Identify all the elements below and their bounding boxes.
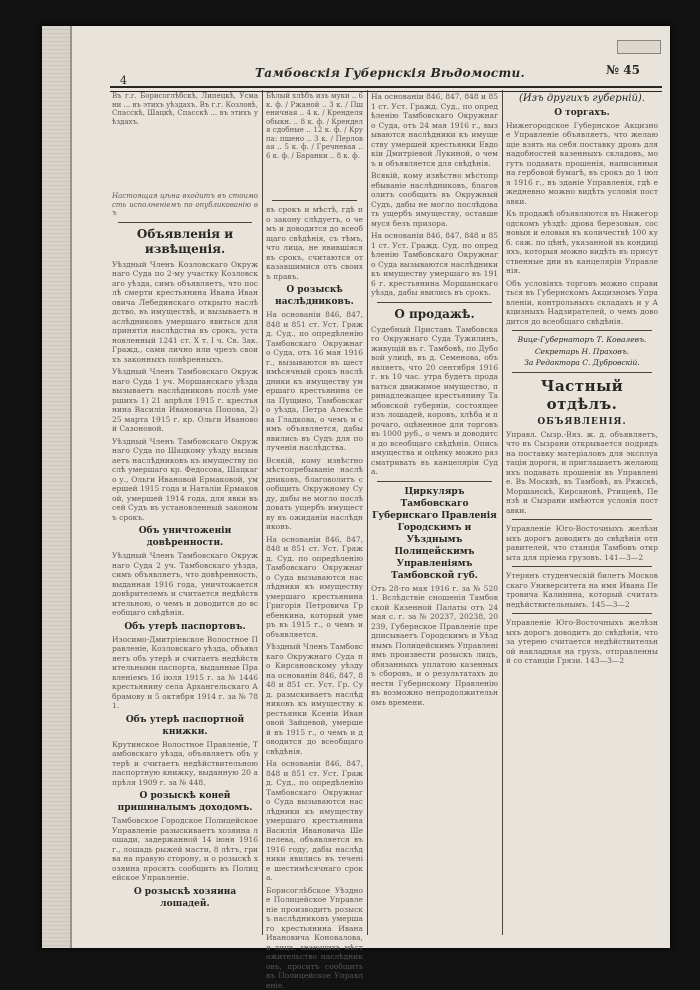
section-rule [512,330,652,331]
notice-paragraph: На основаніи 846, 847, 848 и 851 ст. Уст. Гражд. Суд., по опредѣленію Тамбовскаго Окружнаго Суда вызываются наслѣдники къ имуществу умершаго крестьянина Василія Ивановича Шепелева, объявляется въ 1916 году, дабы наслѣдники явились въ теченіе шестимѣсячнаго срока. [266,759,363,883]
notice-paragraph: Къ продажѣ объявляются въ Нижегородскомъ уѣздѣ: дрова березовыя, сосновыя и еловыя въ количествѣ 100 куб. саж. по цѣнѣ, указанной въ кондиціяхъ, которыя можно видѣть въ присутственные дни въ канцеляріи Управленія. [506,209,658,276]
ad-paragraph: Управл. Сызр.-Вяз. ж. д. объявляетъ, что въ Сызрани открывается подрядъ на поставку матеріаловъ для эксплуатаціи дороги, и приглашаетъ желающихъ подавать прошенія въ Управленіе. Въ Москвѣ, въ Тамбовѣ, въ Ряжскѣ, Моршанскѣ, Кирсановѣ, Ртищевѣ, Пензѣ и Сызрани имѣются условія поставки. [506,430,658,516]
price-table-right: Бѣлый хлѣбъ изъ муки .. 6 к. ф. / Ржаной .. 3 к. / Пшеничная .. 4 к. / Кренделя обыкн. .. 8 к. ф. / Кренделя сдобные .. 12 к. ф. / Крупа: пшено .. 3 к. / Перловая .. 5 к. ф. / Гречневая .. 6 к. ф. / Баранки .. 8 к. ф. [266,92,363,196]
notice-paragraph: Отъ 28-го мая 1916 г. за № 5201. Вслѣдствіе сношенія Тамбовской Казенной Палаты отъ 24 мая с. г. за № 20237, 20238, 20239, Губернское Правленіе предписываетъ Городскимъ и Уѣзднымъ Полицейскимъ Управленіямъ произвести розыскъ лицъ, обязанныхъ уплатою казенныхъ сборовъ, и о результатахъ донести Губернскому Правленію въ возможно непродолжительномъ времени. [371,584,498,708]
notice-paragraph: Уѣздный Членъ Козловскаго Окружнаго Суда по 2-му участку Козловскаго уѣзда, симъ объявляетъ, что послѣ смерти крестьянина Ивана Ивановича Лебединскаго открыто наслѣдство, въ имуществѣ, и вызываетъ наслѣдниковъ умершаго явиться для принятія наслѣдства въ срокъ, установленный 1241 ст. Х т. I ч. Св. Зак. Гражд., сами лично или чрезъ своихъ законныхъ повѣренныхъ. [112,260,258,365]
section-rule [512,372,652,373]
notice-paragraph: Нижегородское Губернское Акцизное Управленіе объявляетъ, что желающіе взять на себя поставку дровъ для надобностей казенныхъ складовъ, могутъ подавать прошенія, написанныя на гербовой бумагѣ, въ срокъ до 1 іюля 1916 г., въ зданіе Управленія, гдѣ ежедневно можно видѣть условія поставки. [506,121,658,207]
section-rule [512,566,652,567]
page-number: 4 [120,74,127,87]
section-heading-horses: О розыскѣ коней пришиналымъ доходомъ. [112,790,258,814]
section-heading-auctions: О торгахъ. [506,107,658,119]
signature-vice-governor: Вице-Губернаторъ Т. Ковалевъ. [506,335,658,345]
section-heading-inheritance: О розыскѣ наслѣдниковъ. [266,284,363,308]
notice-paragraph: Всякій, кому извѣстно мѣстопребываніе наслѣдниковъ, благоволитъ сообщить Окружному Суду, дабы не могло послѣдовать ущербъ имуществу въ ожиданіи наслѣдниковъ. [266,456,363,532]
section-rule [512,519,652,520]
column-divider [367,90,368,935]
ad-paragraph: Утерянъ студенческій билетъ Московскаго Университета на имя Ивана Петровича Калинина, который считать недѣйствительнымъ. 145—3—2 [506,571,658,609]
section-heading-passports: Объ утерѣ паспортовъ. [112,621,258,633]
notice-paragraph: Борисоглѣбское Уѣздное Полицейское Управленіе производитъ розыскъ наслѣдниковъ умершаго крестьянина Ивана Ивановича Коновалова, и лицъ, знающихъ мѣстожительство наслѣдниковъ, проситъ сообщить въ Полицейское Управленіе. [266,886,363,990]
notice-paragraph: Уѣздный Членъ Тамбовскаго Окружнаго Суда 1 уч. Моршанскаго уѣзда вызываетъ наслѣдниковъ послѣ умершихъ 1) 21 апрѣля 1915 г. крестьянина Василія Ивановича Попова, 2) 25 марта 1915 г. кр. Ольги Ивановой Сазоновой. [112,367,258,434]
signature-editor: За Редактора С. Дубровскій. [506,358,658,368]
notice-paragraph: Крутинское Волостное Правленіе, Тамбовскаго уѣзда, объявляетъ объ утерѣ и считаетъ недѣйствительною паспортную книжку, выданную 20 апрѣля 1909 г. за № 448. [112,740,258,788]
section-rule [118,222,252,223]
notice-paragraph: Тамбовское Городское Полицейское Управленіе разыскиваетъ хозяина лошади, задержанной 14 іюня 1916 г., лошадь рыжей масти, 8 лѣтъ, грива на правую сторону, и о розыскѣ хозяина просятъ сообщить въ Полицейское Управленіе. [112,816,258,883]
price-table-left: Въ г.г. Борисоглѣбскѣ, Липецкѣ, Усмани ... въ этихъ уѣздахъ. Въ г.г. Козловѣ, Спасскѣ, Шацкѣ, Спасскѣ ... въ этихъ уѣздахъ. [112,92,258,192]
section-rule [272,200,357,201]
section-heading-other-provinces: (Изъ другихъ губерній). [506,94,658,104]
notice-paragraph: На основаніи 846, 847, 848 и 851 ст. Уст. Гражд. Суд., по опредѣленію Тамбовскаго Окружнаго Суда, отъ 24 мая 1916 г., вызываются наслѣдники къ имуществу умершей крестьянки Евдокіи Дмитріевой Лукиной, о чемъ и объявляется для свѣдѣнія. [371,92,498,168]
column-divider [262,90,263,935]
notice-paragraph: Всякій, кому извѣстно мѣстопребываніе наслѣдниковъ, благоволитъ сообщить въ Окружный Судъ, дабы не могло послѣдовать ущербъ имуществу, оставшемуся безъ призора. [371,171,498,228]
column-4 [506,92,658,937]
column-divider [502,90,503,935]
section-heading-circular: Циркуляръ Тамбовскаго Губернскаго Правленія Городскимъ и Уѣзднымъ Полицейскимъ Управленіямъ Тамбовской губ. [371,486,498,582]
signature-secretary: Секретарь Н. Праховъ. [506,347,658,357]
notice-paragraph: Объ условіяхъ торговъ можно справиться въ Губернскомъ Акцизномъ Управленіи, контрольныхъ складахъ и у Акцизныхъ Надзирателей, о чемъ доводится до всеобщаго свѣдѣнія. [506,279,658,327]
page-binding-edge [42,26,72,948]
price-note: Настоящая цѣна входитъ въ стоимость исполненіемъ по опубликованію въ [112,192,258,218]
column-3 [371,92,498,937]
column-2 [266,92,363,937]
section-heading-ads: ОБЪЯВЛЕНІЯ. [506,416,658,428]
library-stamp [617,40,661,54]
column-1 [112,92,258,937]
section-heading-sale: О продажѣ. [371,307,498,322]
section-heading-proxy: Объ уничтоженіи довѣренности. [112,525,258,549]
notice-paragraph: Изосимо-Дмитріевское Волостное Правленіе, Козловскаго уѣзда, объявляетъ объ утерѣ и считаетъ недѣйствительными паспорта, выданные Правленіемъ 16 іюля 1915 г. за № 1446 крестьянину села Архангельскаго Абрамову и 5 октября 1914 г. за № 781. [112,635,258,711]
notice-paragraph: На основаніи 846, 847, 848 и 851 ст. Уст. Гражд. Суд. по опредѣленію Тамбовскаго Окружнаго Суда вызываются наслѣдники къ имуществу умершаго крестьянина Григорія Петровича Гребенкина, который умеръ въ 1915 г., о чемъ и объявляется. [266,535,363,640]
notice-paragraph: На основаніи 846, 847, 848 и 851 ст. Уст. Гражд. Суд., по опредѣленію Тамбовскаго Окружнаго Суда, отъ 16 мая 1916 г., вызываются въ шестимѣсячный срокъ наслѣдники къ имуществу умершаго крестьянина села Пущино, Тамбовскаго уѣзда, Петра Алексѣева Гладкова, о чемъ и симъ объявляется, дабы явились въ Судъ для полученія наслѣдства. [266,310,363,453]
notice-paragraph: въ срокъ и мѣстѣ, гдѣ по закону слѣдуетъ, о чемъ и доводится до всеобщаго свѣдѣнія, съ тѣмъ, что лица, не явившіяся въ срокъ, считаются отказавшимися отъ своихъ правъ. [266,205,363,281]
section-heading-announcements: Объявленія и извѣщенія. [112,227,258,257]
section-heading-horse-owner: О розыскѣ хозяина лошадей. [112,886,258,910]
issue-number: № 45 [606,63,640,77]
section-rule [377,481,492,482]
notice-paragraph: Уѣздный Членъ Тамбовскаго Окружнаго Суда по Шацкому уѣзду вызываетъ наслѣдниковъ къ имуществу послѣ умершаго кр. Федосова, Шацкаго у., Ольги Ивановой Ермаковой, умершей 1915 года и Наталіи Ермаковой, умершей 1914 года, для явки въ сей Судъ въ установленный закономъ срокъ. [112,437,258,523]
notice-paragraph: Уѣздный Членъ Тамбовскаго Окружнаго Суда по Кирсановскому уѣзду на основаніи 846, 847, 848 и 851 ст. Уст. Гр. Суд. разыскиваетъ наслѣдниковъ къ имуществу крестьянки Ксеніи Ивановой Зайцевой, умершей въ 1915 г., о чемъ и доводится до всеобщаго свѣдѣнія. [266,642,363,756]
notice-paragraph: Судебный Приставъ Тамбовскаго Окружнаго Суда Тужилинъ, живущій въ г. Тамбовѣ, по Дубовой улицѣ, въ д. Семенова, объявляетъ, что 20 сентября 1916 г. въ 10 час. утра будетъ продаваться движимое имущество, принадлежащее крестьянину Тамбовской губерніи, состоящее изъ лошадей, коровъ, хлѣба и прочаго, оцѣненное для торговъ въ 1000 руб., о чемъ и доводится до всеобщаго свѣдѣнія. Опись имущества и оцѣнку можно разсматривать въ канцеляріи Суда. [371,325,498,477]
notice-paragraph: На основаніи 846, 847, 848 и 851 ст. Уст. Гражд. Суд. по опредѣленію Тамбовскаго Окружнаго Суда вызываются наслѣдники къ имуществу умершаго въ 1916 г. крестьянина Моршанскаго уѣзда, дабы явились въ срокъ. [371,231,498,298]
section-heading-private: Частный отдѣлъ. [506,377,658,413]
section-rule [512,613,652,614]
section-rule [377,302,492,303]
notice-paragraph: Уѣздный Членъ Тамбовскаго Окружнаго Суда 2 уч. Тамбовскаго уѣзда, симъ объявляетъ, что довѣренность, выданная 1916 года, уничтожается довѣрителемъ и считается недѣйствительною, о чемъ и доводится до всеобщаго свѣдѣнія. [112,551,258,618]
section-heading-passport-book: Объ утерѣ паспортной книжки. [112,714,258,738]
newspaper-title: Тамбовскія Губернскія Вѣдомости. [255,66,525,80]
ad-paragraph: Управленіе Юго-Восточныхъ желѣзныхъ дорогъ доводитъ до свѣдѣнія, что за утерею считается недѣйствительной накладная на грузъ, отправленный со станціи Грязи. 143—3—2 [506,618,658,666]
ad-paragraph: Управленіе Юго-Восточныхъ желѣзныхъ дорогъ доводитъ до свѣдѣнія отправителей, что станція Тамбовъ открыта для пріема грузовъ. 141—3—2 [506,524,658,562]
